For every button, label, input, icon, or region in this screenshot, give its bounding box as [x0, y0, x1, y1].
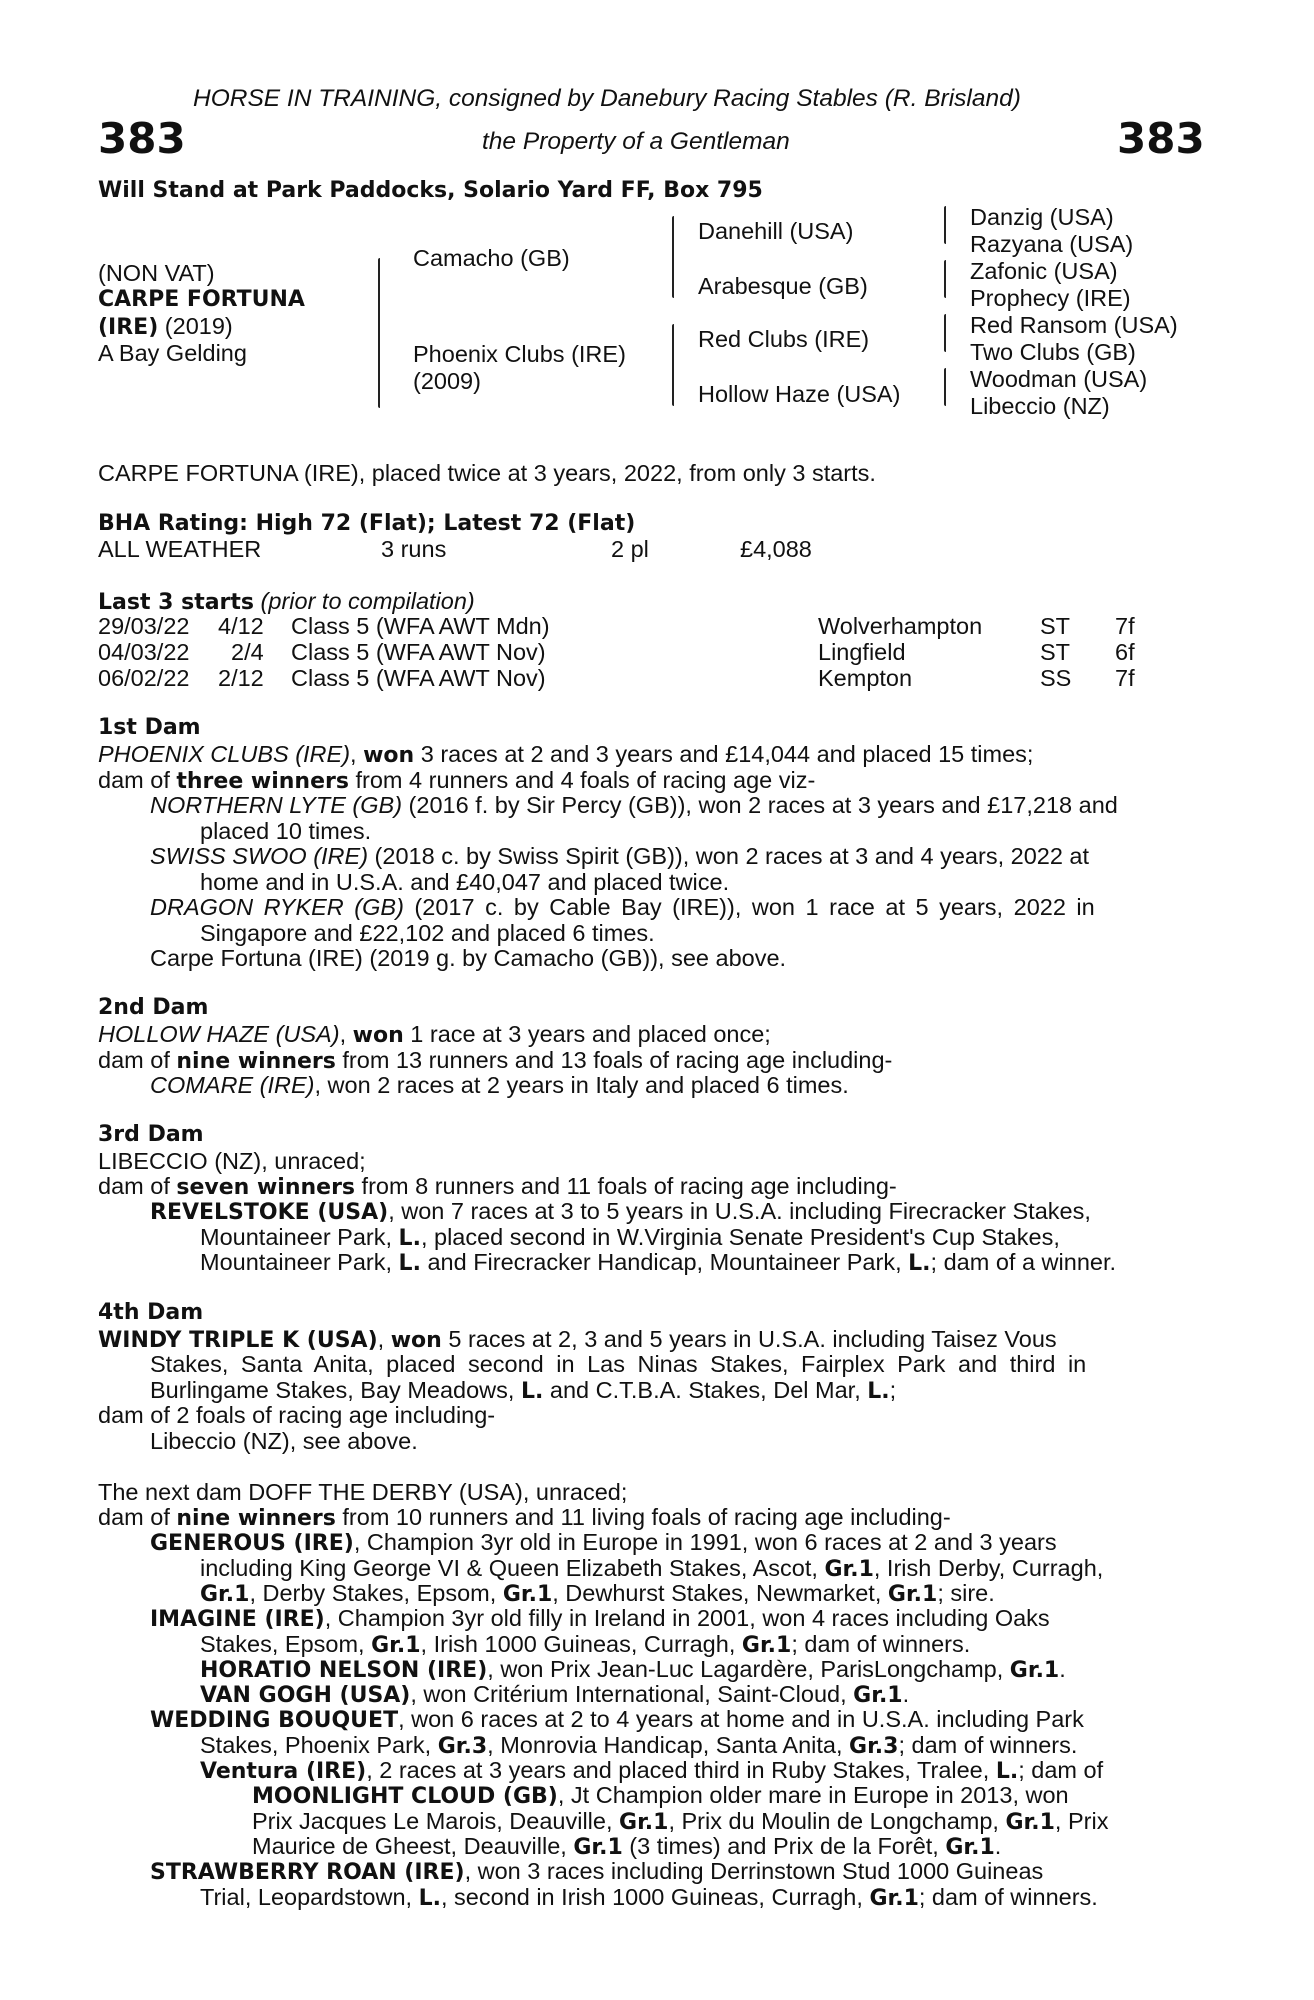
dam2-line1: HOLLOW HAZE (USA), won 1 race at 3 years and placed once;	[98, 1021, 771, 1048]
dam1-progeny-2: SWISS SWOO (IRE) (2018 c. by Swiss Spirit (GB)), won 2 races at 3 and 4 years, 2022 at	[150, 843, 1090, 869]
dam4-line2: Stakes, Santa Anita, placed second in Las Ninas Stakes, Fairplex Park and third in	[150, 1351, 1087, 1377]
generous-line3: Gr.1, Derby Stakes, Epsom, Gr.1, Dewhurst Stakes, Newmarket, Gr.1; sire.	[200, 1580, 995, 1607]
dam4-line3: Burlingame Stakes, Bay Meadows, L. and C.T.B.A. Stakes, Del Mar, L.;	[150, 1377, 897, 1404]
generous-line2: including King George VI & Queen Elizabeth Stakes, Ascot, Gr.1, Irish Derby, Curragh,	[200, 1555, 1104, 1582]
start-position: 2/4	[231, 639, 264, 665]
start-race: Class 5 (WFA AWT Mdn)	[291, 613, 550, 639]
start-distance: 7f	[1115, 665, 1135, 691]
dam1-progeny-3-cont: Singapore and £22,102 and placed 6 times.	[200, 920, 655, 946]
horse-description: A Bay Gelding	[98, 340, 247, 366]
dam3-progeny-1-cont2: Mountaineer Park, L. and Firecracker Handicap, Mountaineer Park, L.; dam of a winner.	[200, 1249, 1117, 1276]
start-date: 04/03/22	[98, 639, 190, 665]
strawberry-roan-line1: STRAWBERRY ROAN (IRE), won 3 races including Derrinstown Stud 1000 Guineas	[150, 1858, 1044, 1885]
property-line: the Property of a Gentleman	[482, 128, 790, 155]
dam-year: (2009)	[413, 368, 481, 394]
dam2-progeny-1: COMARE (IRE), won 2 races at 2 years in Italy and placed 6 times.	[150, 1072, 849, 1098]
start-date: 29/03/22	[98, 613, 190, 639]
vat-status: (NON VAT)	[98, 260, 215, 286]
horse-name: CARPE FORTUNA	[98, 287, 305, 312]
dam2-heading: 2nd Dam	[98, 995, 209, 1020]
grandsire-2: Arabesque (GB)	[698, 273, 868, 299]
next-dam-line2: dam of nine winners from 10 runners and 11 living foals of racing age including-	[98, 1504, 951, 1531]
pedigree-brace-ggp2	[944, 260, 946, 298]
consignor-line: HORSE IN TRAINING, consigned by Danebury Racing Stables (R. Brisland)	[193, 85, 1021, 112]
dam1-line2: dam of three winners from 4 runners and 4 foals of racing age viz-	[98, 767, 816, 794]
moonlight-cloud-line3: Maurice de Gheest, Deauville, Gr.1 (3 times) and Prix de la Forêt, Gr.1.	[252, 1833, 1002, 1860]
dam1-progeny-3: DRAGON RYKER (GB) (2017 c. by Cable Bay (IRE)), won 1 race at 5 years, 2022 in	[150, 894, 1095, 920]
strawberry-roan-line2: Trial, Leopardstown, L., second in Irish 1000 Guineas, Curragh, Gr.1; dam of winners.	[200, 1884, 1098, 1911]
rating-earnings: £4,088	[740, 536, 812, 562]
ggp-1: Danzig (USA)	[970, 204, 1114, 230]
start-date: 06/02/22	[98, 665, 190, 691]
pedigree-brace-ggp1	[944, 206, 946, 244]
last-starts-heading: Last 3 starts (prior to compilation)	[98, 588, 475, 615]
ggp-7: Woodman (USA)	[970, 366, 1148, 392]
start-distance: 7f	[1115, 613, 1135, 639]
rating-surface: ALL WEATHER	[98, 536, 262, 562]
grandsire-4: Hollow Haze (USA)	[698, 381, 901, 407]
dam3-line1: LIBECCIO (NZ), unraced;	[98, 1148, 366, 1174]
lot-number-left: 383	[98, 114, 186, 163]
dam4-line4: dam of 2 foals of racing age including-	[98, 1402, 496, 1428]
lot-number-right: 383	[1117, 114, 1205, 163]
dam3-line2: dam of seven winners from 8 runners and 11 foals of racing age including-	[98, 1173, 897, 1200]
rating-runs: 3 runs	[381, 536, 447, 562]
dam3-progeny-1: REVELSTOKE (USA), won 7 races at 3 to 5 years in U.S.A. including Firecracker Stakes,	[150, 1198, 1091, 1225]
start-position: 4/12	[218, 613, 264, 639]
generous-line1: GENEROUS (IRE), Champion 3yr old in Europe in 1991, won 6 races at 2 and 3 years	[150, 1529, 1057, 1556]
start-course: Lingfield	[818, 639, 906, 665]
imagine-line1: IMAGINE (IRE), Champion 3yr old filly in Ireland in 2001, won 4 races including Oaks	[150, 1605, 1050, 1632]
rating-placed: 2 pl	[611, 536, 649, 562]
start-going: ST	[1040, 639, 1071, 665]
dam4-heading: 4th Dam	[98, 1300, 204, 1325]
ggp-4: Prophecy (IRE)	[970, 285, 1131, 311]
dam1-progeny-1: NORTHERN LYTE (GB) (2016 f. by Sir Percy (GB)), won 2 races at 3 years and £17,218 and	[150, 792, 1118, 818]
start-race: Class 5 (WFA AWT Nov)	[291, 665, 546, 691]
sire-name: Camacho (GB)	[413, 245, 570, 271]
ventura-line: Ventura (IRE), 2 races at 3 years and placed third in Ruby Stakes, Tralee, L.; dam of	[200, 1757, 1104, 1784]
dam3-progeny-1-cont1: Mountaineer Park, L., placed second in W.Virginia Senate President's Cup Stakes,	[200, 1224, 1060, 1251]
grandsire-3: Red Clubs (IRE)	[698, 326, 870, 352]
start-position: 2/12	[218, 665, 264, 691]
grandsire-1: Danehill (USA)	[698, 218, 854, 244]
start-going: ST	[1040, 613, 1071, 639]
start-course: Wolverhampton	[818, 613, 983, 639]
dam-name: Phoenix Clubs (IRE)	[413, 341, 626, 367]
horatio-nelson-line: HORATIO NELSON (IRE), won Prix Jean-Luc Lagardère, ParisLongchamp, Gr.1.	[200, 1656, 1066, 1683]
dam1-line1: PHOENIX CLUBS (IRE), won 3 races at 2 and 3 years and £14,044 and placed 15 times;	[98, 741, 1034, 768]
dam3-heading: 3rd Dam	[98, 1122, 204, 1147]
start-race: Class 5 (WFA AWT Nov)	[291, 639, 546, 665]
dam1-heading: 1st Dam	[98, 715, 201, 740]
pedigree-brace-main	[378, 258, 380, 408]
wedding-bouquet-line1: WEDDING BOUQUET, won 6 races at 2 to 4 years at home and in U.S.A. including Park	[150, 1706, 1084, 1733]
ggp-8: Libeccio (NZ)	[970, 393, 1110, 419]
ggp-2: Razyana (USA)	[970, 231, 1134, 257]
ggp-5: Red Ransom (USA)	[970, 312, 1178, 338]
stand-location: Will Stand at Park Paddocks, Solario Yard FF, Box 795	[98, 178, 763, 203]
start-course: Kempton	[818, 665, 913, 691]
bha-rating: BHA Rating: High 72 (Flat); Latest 72 (Flat)	[98, 511, 636, 536]
start-going: SS	[1040, 665, 1072, 691]
dam4-line5: Libeccio (NZ), see above.	[150, 1428, 418, 1454]
race-summary: CARPE FORTUNA (IRE), placed twice at 3 years, 2022, from only 3 starts.	[98, 460, 876, 486]
pedigree-brace-ggp3	[944, 314, 946, 352]
dam2-line2: dam of nine winners from 13 runners and 13 foals of racing age including-	[98, 1047, 893, 1074]
pedigree-brace-sire	[672, 216, 674, 298]
ggp-6: Two Clubs (GB)	[970, 339, 1136, 365]
pedigree-brace-dam	[672, 324, 674, 406]
horse-name-suffix: (IRE) (2019)	[98, 313, 233, 340]
imagine-line2: Stakes, Epsom, Gr.1, Irish 1000 Guineas, Curragh, Gr.1; dam of winners.	[200, 1631, 971, 1658]
dam1-progeny-4: Carpe Fortuna (IRE) (2019 g. by Camacho (GB)), see above.	[150, 945, 787, 971]
dam1-progeny-1-cont: placed 10 times.	[200, 818, 372, 844]
next-dam-line1: The next dam DOFF THE DERBY (USA), unraced;	[98, 1479, 628, 1505]
ggp-3: Zafonic (USA)	[970, 258, 1118, 284]
moonlight-cloud-line2: Prix Jacques Le Marois, Deauville, Gr.1, Prix du Moulin de Longchamp, Gr.1, Prix	[252, 1808, 1109, 1835]
van-gogh-line: VAN GOGH (USA), won Critérium International, Saint-Cloud, Gr.1.	[200, 1681, 910, 1708]
dam4-line1: WINDY TRIPLE K (USA), won 5 races at 2, 3 and 5 years in U.S.A. including Taisez Vous	[98, 1326, 1057, 1353]
wedding-bouquet-line2: Stakes, Phoenix Park, Gr.3, Monrovia Handicap, Santa Anita, Gr.3; dam of winners.	[200, 1732, 1078, 1759]
moonlight-cloud-line1: MOONLIGHT CLOUD (GB), Jt Champion older mare in Europe in 2013, won	[252, 1782, 1069, 1809]
start-distance: 6f	[1115, 639, 1135, 665]
dam1-progeny-2-cont: home and in U.S.A. and £40,047 and placed twice.	[200, 869, 730, 895]
pedigree-brace-ggp4	[944, 368, 946, 406]
